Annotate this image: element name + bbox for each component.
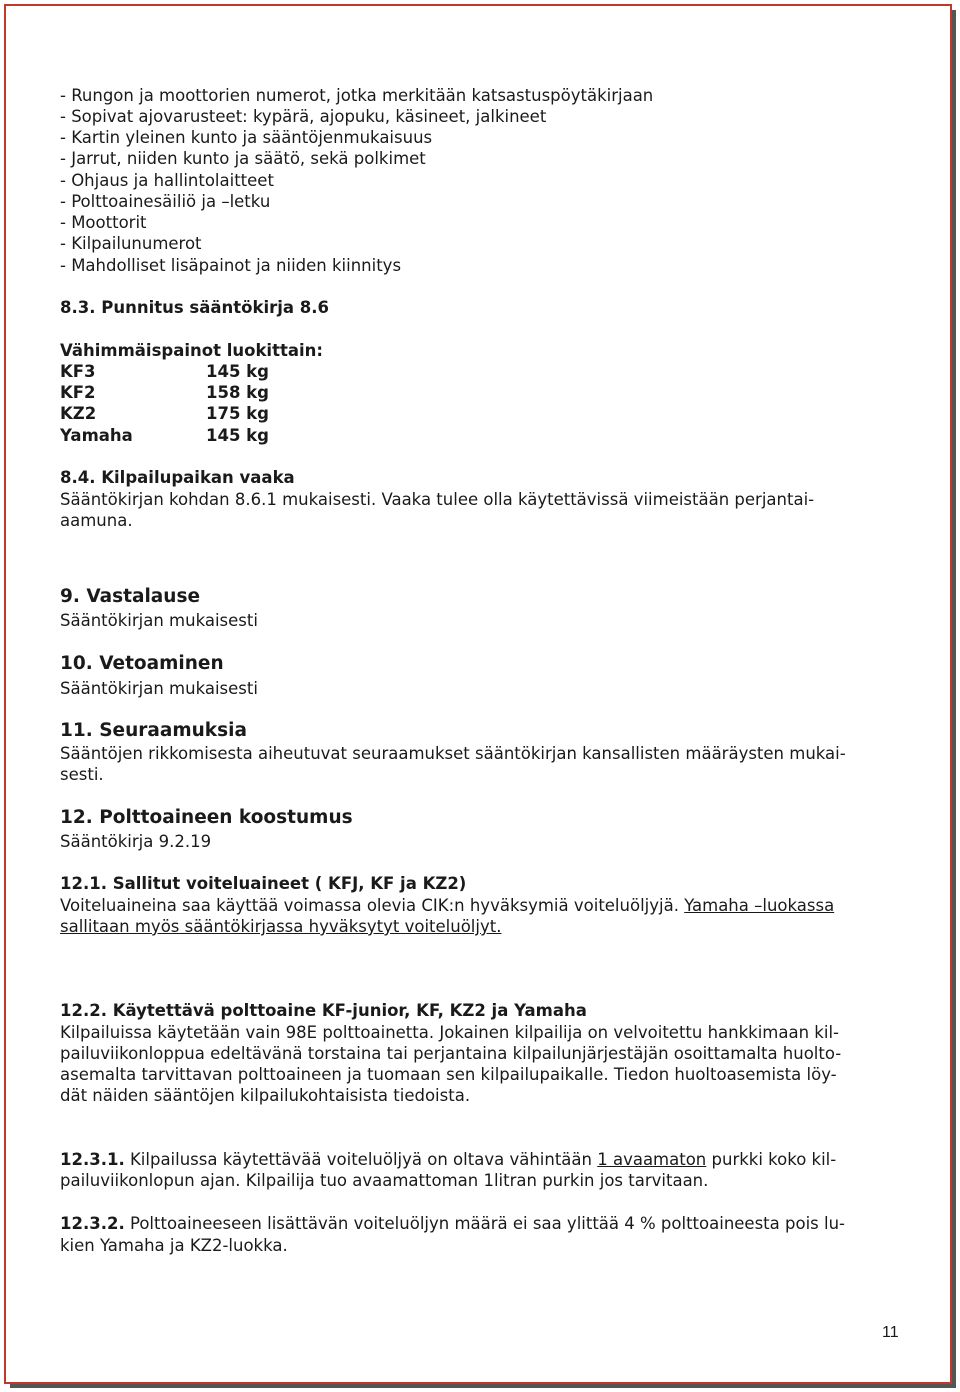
section-heading-8-4: 8.4. Kilpailupaikan vaaka bbox=[60, 468, 295, 487]
inspection-item: - Kilpailunumerot bbox=[60, 234, 202, 253]
weights-title: Vähimmäispainot luokittain: bbox=[60, 341, 323, 360]
underlined-text: sallitaan myös sääntökirjassa hyväksytyt voiteluöljyt. bbox=[60, 917, 502, 936]
paragraph-line bbox=[60, 1214, 845, 1234]
paragraph-line: Sääntökirjan kohdan 8.6.1 mukaisesti. Vaaka tulee olla käytettävissä viimeistään perjantai- bbox=[60, 490, 815, 509]
paragraph-text: purkki koko kil- bbox=[706, 1150, 837, 1169]
weight-value: 158 kg bbox=[206, 383, 269, 402]
inspection-item: - Moottorit bbox=[60, 213, 147, 232]
paragraph-line: aamuna. bbox=[60, 511, 133, 530]
inspection-item: - Jarrut, niiden kunto ja säätö, sekä polkimet bbox=[60, 149, 426, 168]
page-number: 11 bbox=[882, 1324, 899, 1341]
inspection-item: - Kartin yleinen kunto ja sääntöjenmukaisuus bbox=[60, 128, 433, 147]
weight-row bbox=[60, 426, 269, 446]
section-number-12-3-1: 12.3.1. bbox=[60, 1150, 125, 1169]
paragraph-line: dät näiden sääntöjen kilpailukohtaisista tiedoista. bbox=[60, 1086, 471, 1105]
paragraph-text: Kilpailussa käytettävää voiteluöljyä on oltava vähintään bbox=[124, 1150, 598, 1169]
weight-value: 145 kg bbox=[206, 362, 269, 381]
section-heading-10: 10. Vetoaminen bbox=[60, 653, 224, 674]
weight-row bbox=[60, 383, 269, 403]
inspection-item: - Mahdolliset lisäpainot ja niiden kiinnitys bbox=[60, 256, 402, 275]
section-number-12-3-2: 12.3.2. bbox=[60, 1214, 125, 1233]
weight-row bbox=[60, 404, 269, 424]
weight-class: KF3 bbox=[60, 362, 96, 381]
paragraph-text: Polttoaineeseen lisättävän voiteluöljyn määrä ei saa ylittää 4 % polttoaineesta pois lu- bbox=[124, 1214, 845, 1233]
inspection-item: - Sopivat ajovarusteet: kypärä, ajopuku, käsineet, jalkineet bbox=[60, 107, 547, 126]
paragraph-line: sesti. bbox=[60, 765, 104, 784]
paragraph-line: Kilpailuissa käytetään vain 98E polttoainetta. Jokainen kilpailija on velvoitettu hankkimaan kil- bbox=[60, 1023, 839, 1042]
section-heading-12: 12. Polttoaineen koostumus bbox=[60, 807, 353, 828]
paragraph-line bbox=[60, 896, 834, 916]
section-heading-8-3: 8.3. Punnitus sääntökirja 8.6 bbox=[60, 298, 330, 317]
paragraph-line bbox=[60, 1150, 836, 1170]
weight-value: 175 kg bbox=[206, 404, 269, 423]
weight-class: KZ2 bbox=[60, 404, 97, 423]
section-heading-12-1: 12.1. Sallitut voiteluaineet ( KFJ, KF ja KZ2) bbox=[60, 874, 467, 893]
paragraph-line: pailuviikonlopun ajan. Kilpailija tuo avaamattoman 1litran purkin jos tarvitaan. bbox=[60, 1171, 709, 1190]
weight-class: Yamaha bbox=[60, 426, 133, 445]
page-border-shadow-bottom bbox=[10, 1384, 956, 1388]
underlined-text: Yamaha –luokassa bbox=[684, 896, 835, 915]
weight-class: KF2 bbox=[60, 383, 96, 402]
paragraph-line: asemalta tarvittavan polttoaineen ja tuomaan sen kilpailupaikalle. Tiedon huoltoasemista löy- bbox=[60, 1065, 837, 1084]
paragraph-line: Sääntökirjan mukaisesti bbox=[60, 611, 258, 630]
paragraph-line: Sääntökirjan mukaisesti bbox=[60, 679, 258, 698]
underlined-text: 1 avaamaton bbox=[597, 1150, 707, 1169]
paragraph-text: Voiteluaineina saa käyttää voimassa olevia CIK:n hyväksymiä voiteluöljyjä. bbox=[60, 896, 685, 915]
paragraph-line: kien Yamaha ja KZ2-luokka. bbox=[60, 1236, 288, 1255]
paragraph-line: Sääntöjen rikkomisesta aiheutuvat seuraamukset sääntökirjan kansallisten määräysten mukai- bbox=[60, 744, 846, 763]
inspection-item: - Rungon ja moottorien numerot, jotka merkitään katsastuspöytäkirjaan bbox=[60, 86, 654, 105]
inspection-item: - Ohjaus ja hallintolaitteet bbox=[60, 171, 274, 190]
paragraph-line: Sääntökirja 9.2.19 bbox=[60, 832, 212, 851]
section-heading-9: 9. Vastalause bbox=[60, 586, 201, 607]
weight-row bbox=[60, 362, 269, 382]
weight-value: 145 kg bbox=[206, 426, 269, 445]
section-heading-11: 11. Seuraamuksia bbox=[60, 720, 247, 741]
page-border-shadow-right bbox=[952, 10, 956, 1388]
inspection-item: - Polttoainesäiliö ja –letku bbox=[60, 192, 271, 211]
section-heading-12-2: 12.2. Käytettävä polttoaine KF-junior, KF, KZ2 ja Yamaha bbox=[60, 1001, 587, 1020]
paragraph-line: pailuviikonloppua edeltävänä torstaina tai perjantaina kilpailunjärjestäjän osoittamalta huolto- bbox=[60, 1044, 842, 1063]
